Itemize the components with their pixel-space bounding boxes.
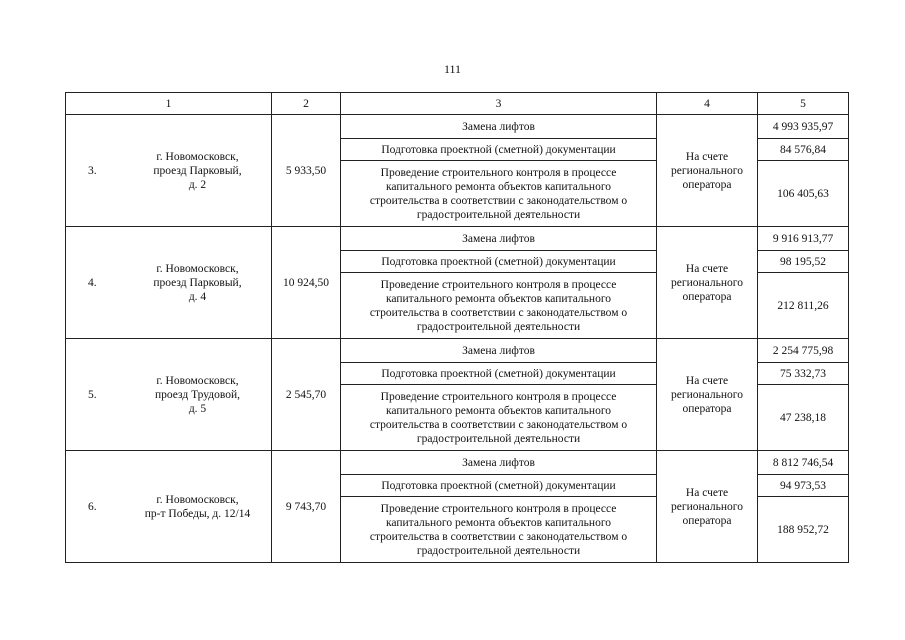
work-name: Замена лифтов: [341, 227, 657, 251]
object-address: г. Новомосковск, проезд Трудовой, д. 5: [154, 374, 241, 415]
work-sum: 8 812 746,54: [758, 451, 849, 475]
work-sum: 188 952,72: [758, 497, 849, 563]
header-cell-4: 4: [657, 93, 758, 115]
header-cell-1: 1: [66, 93, 272, 115]
work-name: Подготовка проектной (сметной) документации: [341, 363, 657, 385]
table-row: [66, 227, 849, 251]
work-sum: 75 332,73: [758, 363, 849, 385]
header-cell-2: 2: [272, 93, 341, 115]
table-row: [66, 339, 849, 363]
work-sum: 98 195,52: [758, 251, 849, 273]
funding-source: На счете регионального оператора: [657, 227, 758, 339]
work-name: Замена лифтов: [341, 451, 657, 475]
header-row: [66, 93, 849, 115]
header-cell-5: 5: [758, 93, 849, 115]
work-name: Проведение строительного контроля в процессе капитального ремонта объектов капитального строительства в соответствии с законодательством о градостроительной деятельности: [341, 161, 657, 227]
work-name: Проведение строительного контроля в процессе капитального ремонта объектов капитального строительства в соответствии с законодательством о градостроительной деятельности: [341, 273, 657, 339]
table-row: [66, 115, 849, 139]
work-name: Проведение строительного контроля в процессе капитального ремонта объектов капитального строительства в соответствии с законодательством о градостроительной деятельности: [341, 497, 657, 563]
funding-source: На счете регионального оператора: [657, 115, 758, 227]
area-cell: 10 924,50: [272, 227, 341, 339]
work-sum: 212 811,26: [758, 273, 849, 339]
area-cell: 5 933,50: [272, 115, 341, 227]
work-name: Замена лифтов: [341, 115, 657, 139]
funding-source: На счете регионального оператора: [657, 339, 758, 451]
object-cell: [66, 451, 272, 563]
work-name: Проведение строительного контроля в процессе капитального ремонта объектов капитального строительства в соответствии с законодательством о градостроительной деятельности: [341, 385, 657, 451]
page-number: 111: [443, 62, 462, 76]
work-sum: 106 405,63: [758, 161, 849, 227]
object-number: 3.: [88, 164, 97, 177]
object-cell: [66, 339, 272, 451]
work-name: Подготовка проектной (сметной) документации: [341, 139, 657, 161]
area-cell: 2 545,70: [272, 339, 341, 451]
work-name: Подготовка проектной (сметной) документации: [341, 251, 657, 273]
work-sum: 94 973,53: [758, 475, 849, 497]
work-sum: 84 576,84: [758, 139, 849, 161]
work-sum: 47 238,18: [758, 385, 849, 451]
header-cell-3: 3: [341, 93, 657, 115]
funding-source: На счете регионального оператора: [657, 451, 758, 563]
work-sum: 4 993 935,97: [758, 115, 849, 139]
work-sum: 2 254 775,98: [758, 339, 849, 363]
object-address: г. Новомосковск, проезд Парковый, д. 2: [153, 150, 242, 191]
object-cell: [66, 115, 272, 227]
work-name: Подготовка проектной (сметной) документации: [341, 475, 657, 497]
work-name: Замена лифтов: [341, 339, 657, 363]
repair-table: [65, 92, 849, 563]
object-address: г. Новомосковск, пр-т Победы, д. 12/14: [144, 493, 251, 520]
object-number: 5.: [88, 388, 97, 401]
object-number: 6.: [88, 500, 97, 513]
object-cell: [66, 227, 272, 339]
area-cell: 9 743,70: [272, 451, 341, 563]
object-address: г. Новомосковск, проезд Парковый, д. 4: [153, 262, 242, 303]
table-row: [66, 451, 849, 475]
object-number: 4.: [88, 276, 97, 289]
work-sum: 9 916 913,77: [758, 227, 849, 251]
